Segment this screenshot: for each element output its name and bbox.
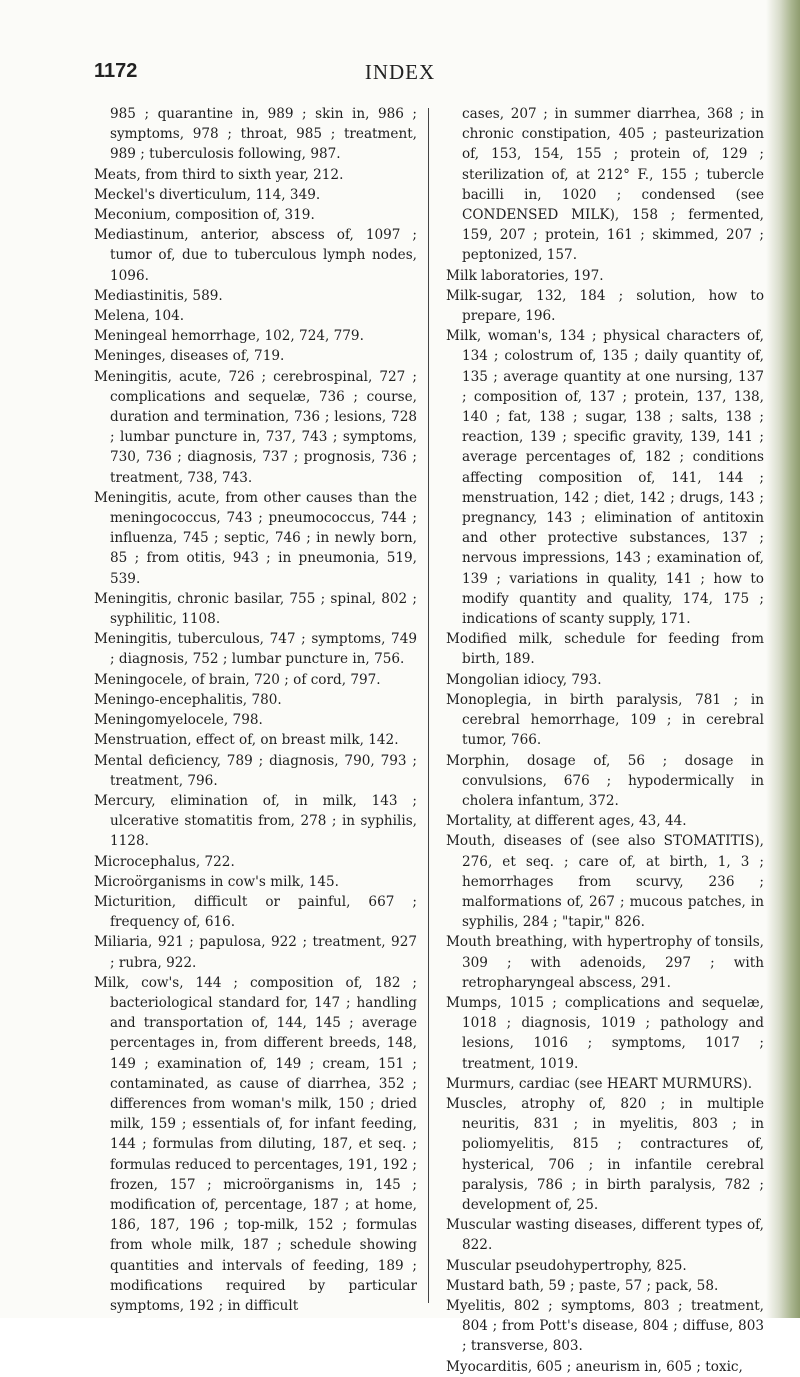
index-entry: Modified milk, schedule for feeding from birth, 189. xyxy=(446,631,764,668)
index-entry: Mustard bath, 59 ; paste, 57 ; pack, 58. xyxy=(446,1277,719,1294)
index-entry: Mediastinitis, 589. xyxy=(94,287,223,304)
index-entry: Mouth, diseases of (see also STOMATITIS), 276, et seq. ; care of, at birth, 1, 3 ; hemorrhages from scurvy, 236 ; malformations of, 267 ; mucous patches, in syphilis, 284 ; "tapir," 826. xyxy=(446,833,764,931)
index-entry: Meningitis, tuberculous, 747 ; symptoms, 749 ; diagnosis, 752 ; lumbar puncture in, 756. xyxy=(94,631,417,668)
index-entry: Menstruation, effect of, on breast milk, 142. xyxy=(94,732,399,749)
index-entry: Micturition, difficult or painful, 667 ; frequency of, 616. xyxy=(94,893,417,931)
index-entry: Myocarditis, 605 ; aneurism in, 605 ; toxic, xyxy=(446,1358,743,1375)
index-entry: Meningo-encephalitis, 780. xyxy=(94,691,282,708)
index-entry: Meningocele, of brain, 720 ; of cord, 797. xyxy=(94,671,381,688)
index-entry: Meningitis, acute, from other causes than the meningococcus, 743 ; pneumococcus, 744 ; influenza, 745 ; septic, 746 ; in newly born, 85 ; from otitis, 943 ; in pneumonia, 519, 539. xyxy=(94,489,417,587)
index-entry: Muscular pseudohypertrophy, 825. xyxy=(446,1257,687,1274)
index-entry: Microörganisms in cow's milk, 145. xyxy=(94,873,339,890)
index-entry: Milk, cow's, 144 ; composition of, 182 ; bacteriological standard for, 147 ; handling and transportation of, 144, 145 ; average percentages in, from different breeds, 148, 149 ; examination of, 149 ; cream, 151 ; contaminated, as cause of diarrhea, 352 ; differences from woman's milk, 150 ; dried milk, 159 ; essentials of, for infant feeding, 144 ; formulas from diluting, 187, et seq. ; formulas reduced to percentages, 191, 192 ; frozen, 157 ; microörganisms in, 145 ; modification of, percentage, 187 ; at home, 186, 187, 196 ; top-milk, 152 ; formulas from whole milk, 187 ; schedule showing quantities and intervals of feeding, 189 ; modifications required by particular symptoms, 192 ; in difficult xyxy=(94,974,417,1314)
index-entry: Meninges, diseases of, 719. xyxy=(94,348,285,365)
index-entry: Monoplegia, in birth paralysis, 781 ; in cerebral hemorrhage, 109 ; in cerebral tumor, 766. xyxy=(446,691,764,749)
index-entry: Meconium, composition of, 319. xyxy=(94,207,315,224)
index-entry: Muscular wasting diseases, different types of, 822. xyxy=(446,1217,764,1254)
index-entry: 985 ; quarantine in, 989 ; skin in, 986 ; symptoms, 978 ; throat, 985 ; treatment, 989 ; tuberculosis following, 987. xyxy=(110,106,417,163)
index-entry: Myelitis, 802 ; symptoms, 803 ; treatment, 804 ; from Pott's disease, 804 ; diffuse, 803 ; transverse, 803. xyxy=(446,1297,764,1355)
index-entry: Meckel's diverticulum, 114, 349. xyxy=(94,186,321,203)
index-column-left xyxy=(94,104,417,1314)
index-entry: cases, 207 ; in summer diarrhea, 368 ; in chronic constipation, 405 ; pasteurization of, 153, 154, 155 ; protein of, 129 ; sterilization of, at 212° F., 155 ; tubercle bacilli in, 1020 ; condensed (see CONDENSED MILK), 158 ; fermented, 159, 207 ; protein, 161 ; skimmed, 207 ; peptonized, 157. xyxy=(462,106,764,264)
index-entry: Milk, woman's, 134 ; physical characters of, 134 ; colostrum of, 135 ; daily quantity of, 135 ; average quantity at one nursing, 137 ; composition of, 137 ; protein, 137, 138, 140 ; fat, 138 ; sugar, 138 ; salts, 138 ; reaction, 139 ; specific gravity, 139, 141 ; average percentages of, 182 ; conditions affecting composition of, 141, 144 ; menstruation, 142 ; diet, 142 ; drugs, 143 ; pregnancy, 143 ; elimination of antitoxin and other protective substances, 137 ; nervous impressions, 143 ; examination of, 139 ; variations in quality, 141 ; how to modify quantity and quality, 174, 175 ; indications of scanty supply, 171. xyxy=(446,328,764,628)
index-entry: Mental deficiency, 789 ; diagnosis, 790, 793 ; treatment, 796. xyxy=(94,752,417,789)
index-entry: Mortality, at different ages, 43, 44. xyxy=(446,813,687,830)
index-entry: Mercury, elimination of, in milk, 143 ; ulcerative stomatitis from, 278 ; in syphilis, 1128. xyxy=(94,792,417,850)
index-entry: Mongolian idiocy, 793. xyxy=(446,671,602,688)
index-entry: Meningitis, chronic basilar, 755 ; spinal, 802 ; syphilitic, 1108. xyxy=(94,590,417,628)
index-entry: Milk-sugar, 132, 184 ; solution, how to prepare, 196. xyxy=(446,287,764,325)
index-entry: Melena, 104. xyxy=(94,308,185,325)
index-entry: Milk laboratories, 197. xyxy=(446,267,604,284)
column-divider xyxy=(428,108,429,1303)
index-entry: Muscles, atrophy of, 820 ; in multiple neuritis, 831 ; in myelitis, 803 ; in poliomyelitis, 815 ; contractures of, hysterical, 706 ; in infantile cerebral paralysis, 786 ; in birth paralysis, 782 ; development of, 25. xyxy=(446,1095,764,1213)
index-column-right xyxy=(446,104,764,1375)
page-number: 1172 xyxy=(94,60,138,82)
index-entry: Morphin, dosage of, 56 ; dosage in convulsions, 676 ; hypodermically in cholera infantum, 372. xyxy=(446,752,764,809)
index-entry: Meningomyelocele, 798. xyxy=(94,712,263,729)
running-head: INDEX xyxy=(364,60,436,84)
index-entry: Meningeal hemorrhage, 102, 724, 779. xyxy=(94,328,364,345)
page-header xyxy=(0,60,800,90)
page-edge-shadow xyxy=(766,0,800,1318)
index-entry: Mouth breathing, with hypertrophy of tonsils, 309 ; with adenoids, 297 ; with retropharyngeal abscess, 291. xyxy=(446,934,764,991)
index-entry: Mumps, 1015 ; complications and sequelæ, 1018 ; diagnosis, 1019 ; pathology and lesions, 1016 ; symptoms, 1017 ; treatment, 1019. xyxy=(446,994,764,1072)
index-entry: Murmurs, cardiac (see HEART MURMURS). xyxy=(446,1075,753,1092)
index-entry: Mediastinum, anterior, abscess of, 1097 ; tumor of, due to tuberculous lymph nodes, 1096. xyxy=(94,227,417,284)
index-entry: Meats, from third to sixth year, 212. xyxy=(94,166,344,183)
index-entry: Miliaria, 921 ; papulosa, 922 ; treatment, 927 ; rubra, 922. xyxy=(94,934,417,971)
index-entry: Microcephalus, 722. xyxy=(94,853,235,870)
index-entry: Meningitis, acute, 726 ; cerebrospinal, 727 ; complications and sequelæ, 736 ; course, duration and termination, 736 ; lesions, 728 ; lumbar puncture in, 737, 743 ; symptoms, 730, 736 ; diagnosis, 737 ; prognosis, 736 ; treatment, 738, 743. xyxy=(94,368,417,486)
